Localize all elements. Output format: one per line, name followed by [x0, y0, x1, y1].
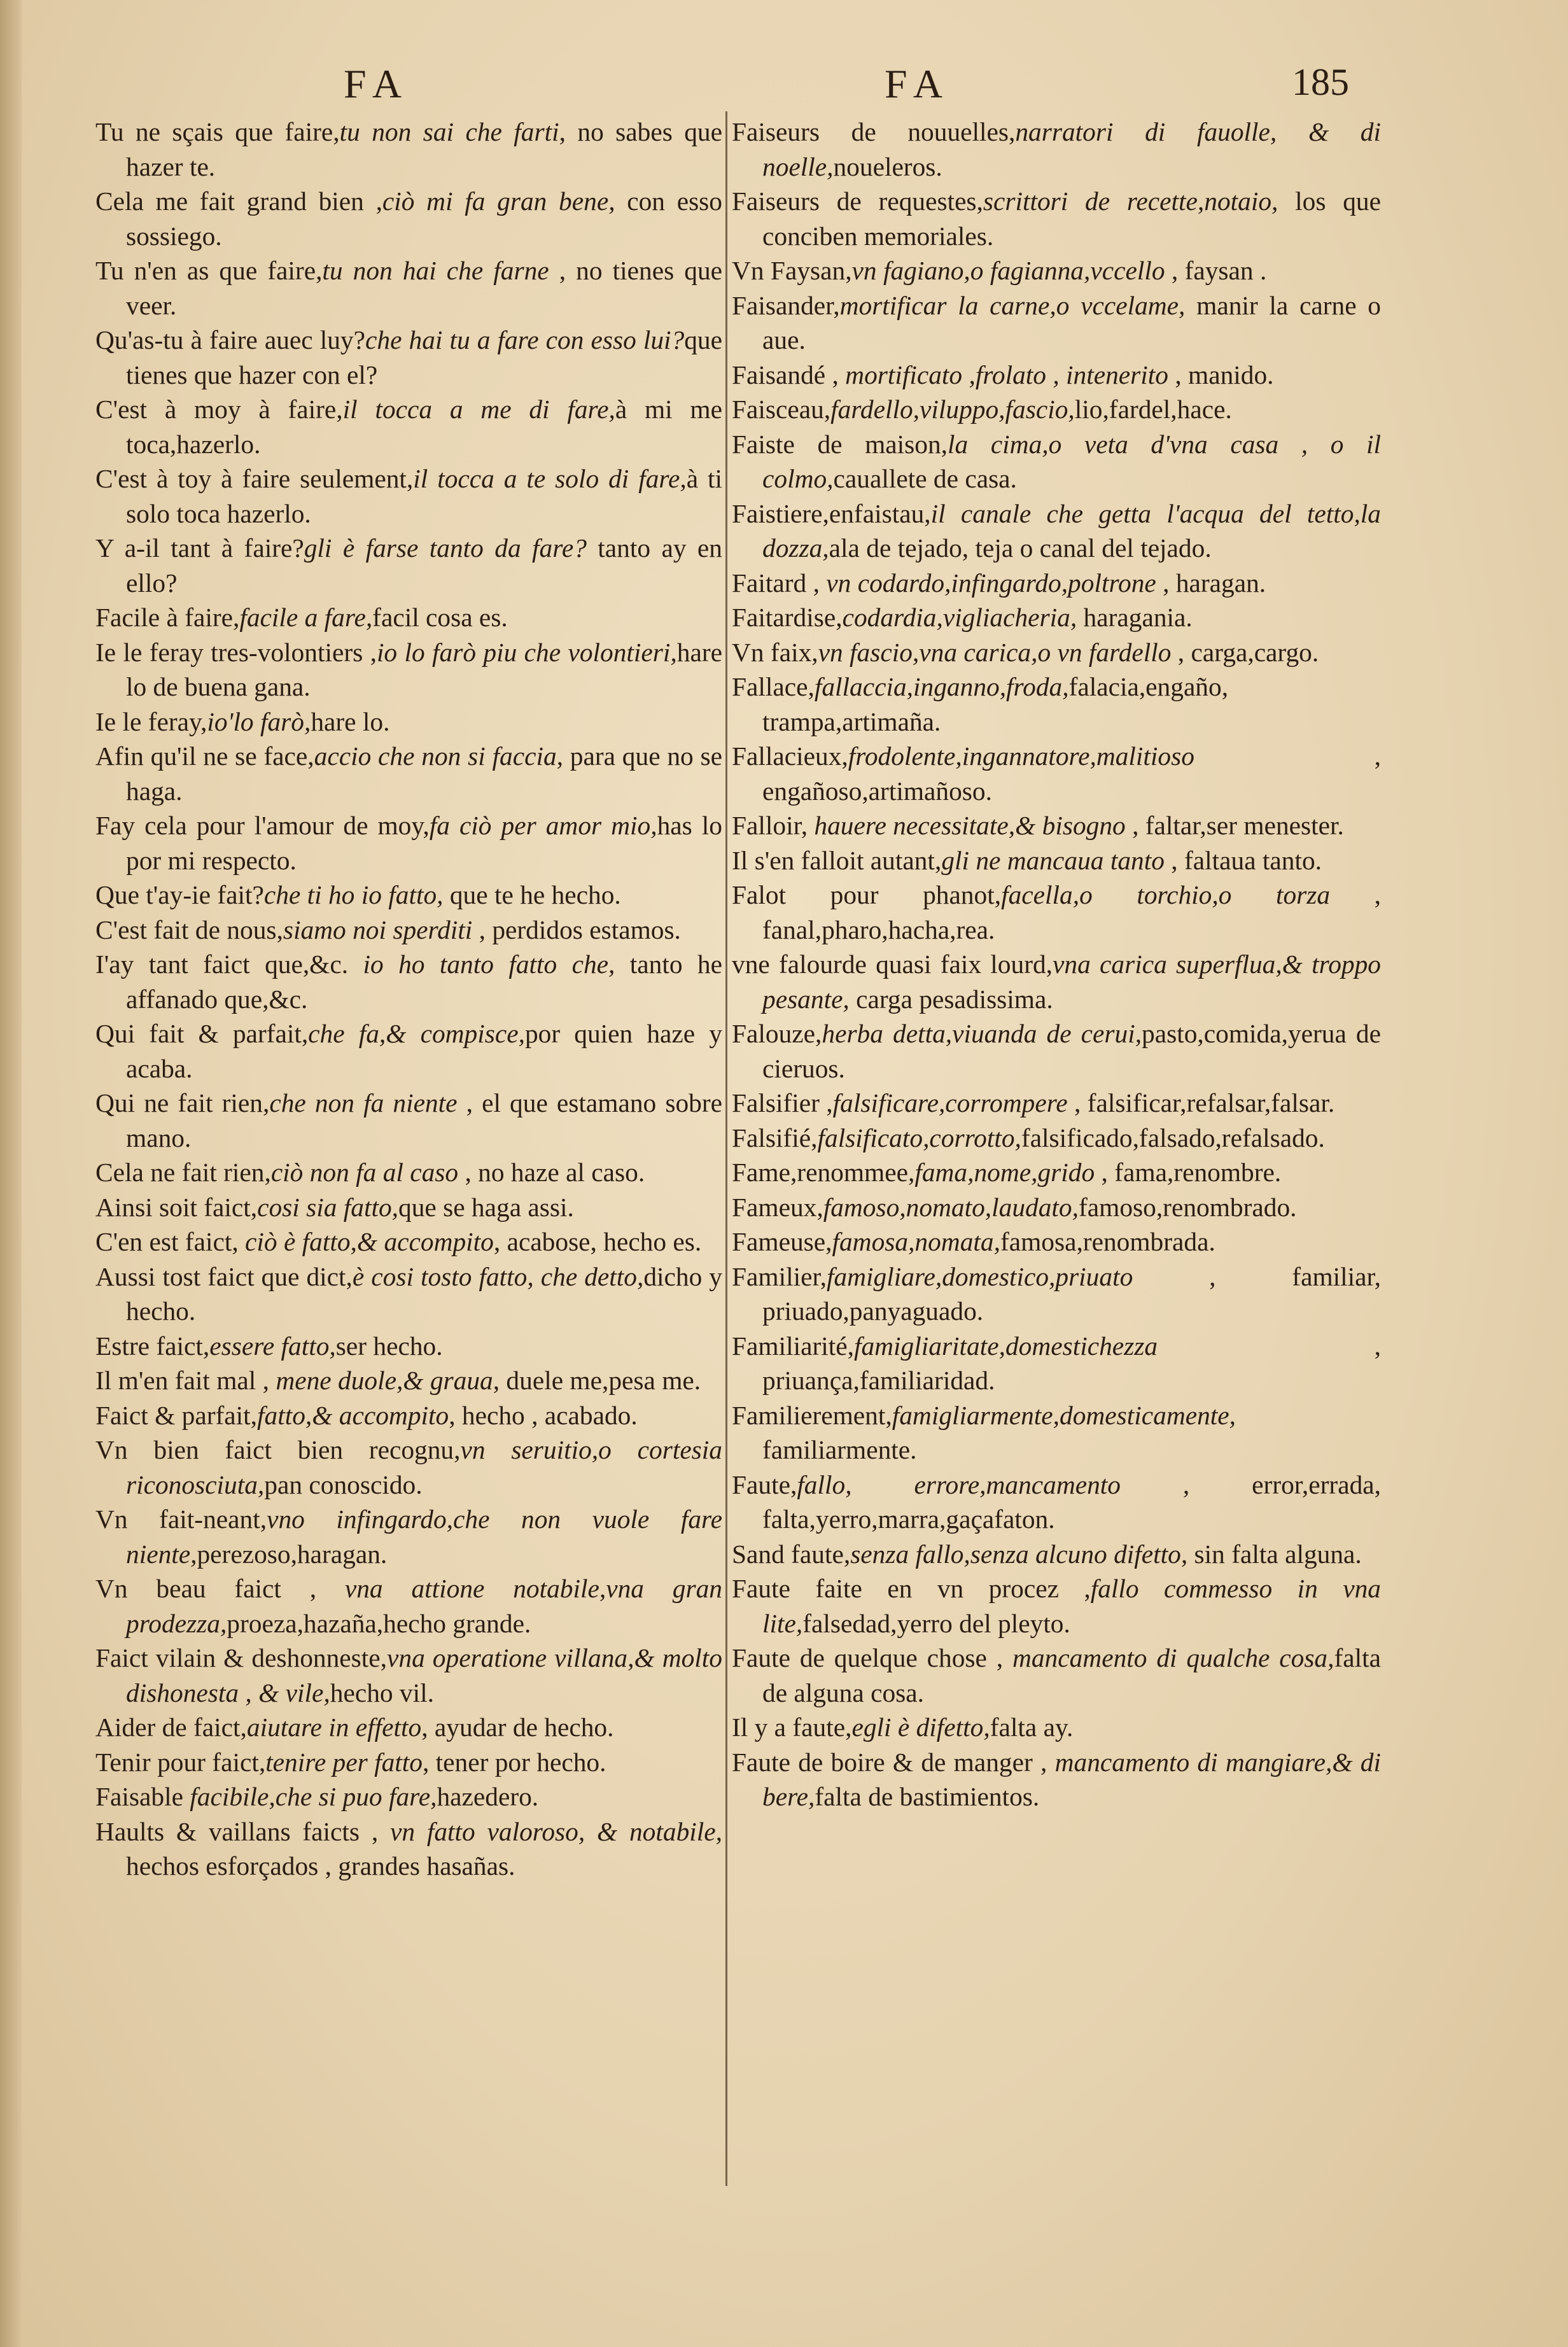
french-term: Falouze,: [732, 1019, 822, 1048]
italian-translation: frodolente,ingannatore,malitioso: [848, 741, 1194, 771]
dictionary-entry: [95, 531, 722, 600]
italian-translation: tu non hai che farne: [322, 256, 549, 285]
dictionary-entry: [732, 669, 1381, 739]
italian-translation: ciò è fatto,& accompito: [238, 1227, 494, 1256]
french-term: Vn faix,: [732, 637, 818, 667]
french-term: Faute de quelque chose ,: [732, 1643, 1004, 1672]
spanish-translation: falta ay.: [990, 1713, 1074, 1742]
italian-translation: famigliaritate,domestichezza: [853, 1331, 1158, 1361]
french-term: Faitardise,: [732, 603, 843, 632]
french-term: Faisandé ,: [732, 360, 839, 389]
french-term: Qui ne fait rien,: [95, 1088, 270, 1117]
page-number: 185: [1292, 61, 1349, 103]
dictionary-entry: [95, 1745, 722, 1780]
french-term: I'ay tant faict que,&c.: [95, 949, 349, 979]
french-term: Faute,: [732, 1469, 797, 1499]
french-term: Vn Faysan,: [732, 256, 852, 285]
italian-translation: il tocca a me di fare,: [342, 395, 615, 424]
spanish-translation: à mi me toca,hazerlo.: [126, 395, 723, 459]
spanish-translation: , faltar,ser menester.: [1125, 811, 1344, 840]
italian-translation: vno infingardo,che non vuole fare niente,: [126, 1504, 722, 1569]
french-term: Faute de boire & de manger ,: [732, 1747, 1047, 1777]
dictionary-entry: [732, 288, 1381, 358]
french-term: Faict & parfait,: [95, 1400, 258, 1430]
spanish-translation: cauallete de casa.: [833, 464, 1017, 493]
italian-translation: fardello,viluppo,fascio,: [830, 395, 1075, 424]
french-term: Ie le feray,: [95, 706, 207, 736]
french-term: Fame,renommee,: [732, 1158, 915, 1187]
french-term: Vn bien faict bien recognu,: [95, 1435, 461, 1464]
spanish-translation: , faysan .: [1165, 256, 1267, 285]
spanish-translation: noueleros.: [833, 151, 942, 181]
dictionary-entry: [732, 1398, 1381, 1468]
dictionary-entry: [95, 1259, 722, 1329]
italian-translation: herba detta,viuanda de cerui,: [822, 1019, 1142, 1048]
spanish-translation: falta de bastimientos.: [815, 1782, 1040, 1811]
left-column: [95, 115, 722, 1884]
italian-translation: vn fascio,vna carica,o vn fardello: [818, 637, 1172, 667]
dictionary-entry: [732, 947, 1381, 1016]
dictionary-entry: [95, 1779, 722, 1814]
french-term: Ainsi soit faict,: [95, 1192, 258, 1222]
italian-translation: famigliare,domestico,priuato: [826, 1261, 1133, 1291]
running-header: [0, 60, 1568, 118]
dictionary-entry: [732, 1121, 1381, 1156]
dictionary-entry: [95, 1502, 722, 1571]
dictionary-entry: [732, 1016, 1381, 1086]
spanish-translation: , no tienes que veer.: [126, 256, 723, 320]
spanish-translation: , familiar, priuado,panyaguado.: [762, 1261, 1381, 1326]
italian-translation: famosa,nomata,: [832, 1227, 1000, 1256]
dictionary-entry: [95, 1190, 722, 1225]
italian-translation: mortificar la carne,o vccelame,: [839, 290, 1186, 320]
italian-translation: vn codardo,infingardo,poltrone: [819, 568, 1156, 598]
spanish-translation: que se haga assi.: [398, 1192, 574, 1222]
french-term: Ie le feray tres-volontiers ,: [95, 637, 377, 667]
french-term: Aider de faict,: [95, 1713, 247, 1742]
italian-translation: vn seruitio,o cortesia riconosciuta,: [126, 1435, 722, 1499]
dictionary-entry: [732, 1468, 1381, 1537]
spanish-translation: por quien haze y acaba.: [126, 1019, 722, 1083]
french-term: Falloir,: [732, 811, 808, 840]
dictionary-entry: [732, 600, 1381, 635]
french-term: Il s'en falloit autant,: [732, 845, 942, 875]
dictionary-entry: [732, 1259, 1381, 1329]
french-term: Faict vilain & deshonneste,: [95, 1643, 387, 1672]
french-term: Falot pour phanot,: [732, 880, 1002, 909]
spanish-translation: proeza,hazaña,hecho grande.: [227, 1608, 531, 1638]
dictionary-entry: [95, 1398, 722, 1433]
italian-translation: vna carica superflua,& troppo pesante,: [762, 949, 1381, 1014]
spanish-translation: , falsificar,refalsar,falsar.: [1067, 1088, 1335, 1117]
dictionary-entry: [732, 808, 1381, 843]
dictionary-entry: [95, 461, 722, 531]
spanish-translation: que te he hecho.: [443, 880, 621, 909]
french-term: Vn fait-neant,: [95, 1504, 267, 1534]
french-term: Fameux,: [732, 1192, 823, 1222]
spanish-translation: falta de alguna cosa.: [762, 1643, 1382, 1707]
dictionary-entry: [95, 808, 722, 878]
french-term: Faiseurs de requestes,: [732, 186, 983, 216]
italian-translation: egli è difetto,: [851, 1713, 990, 1742]
italian-translation: vna attione notabile,vna gran prodezza,: [126, 1574, 722, 1638]
dictionary-entry: [95, 253, 722, 323]
italian-translation: gli ne mancaua tanto: [941, 845, 1165, 875]
italian-translation: fatto,& accompito: [257, 1400, 449, 1430]
spanish-translation: , haragan.: [1156, 568, 1266, 598]
french-term: Qu'as-tu à faire auec luy?: [95, 325, 365, 354]
french-term: C'est à toy à faire seulement,: [95, 464, 414, 493]
italian-translation: narratori di fauolle, & di noelle,: [762, 117, 1381, 181]
spanish-translation: pasto,comida,yerua de cieruos.: [762, 1019, 1381, 1083]
dictionary-entry: [732, 496, 1381, 566]
spanish-translation: , tener por hecho.: [422, 1747, 606, 1777]
dictionary-entry: [95, 739, 722, 808]
french-term: Estre faict,: [95, 1331, 210, 1361]
spanish-translation: tanto ay en ello?: [126, 533, 722, 598]
spanish-translation: famosa,renombrada.: [1000, 1227, 1215, 1256]
italian-translation: vn fatto valoroso, & notabile,: [378, 1816, 722, 1846]
dictionary-entry: [732, 253, 1381, 288]
spanish-translation: hechos esforçados , grandes hasañas.: [126, 1851, 515, 1881]
french-term: Haults & vaillans faicts ,: [95, 1816, 379, 1846]
dictionary-entry: [732, 1155, 1381, 1190]
spanish-translation: , duele me,pesa me.: [493, 1366, 701, 1395]
italian-translation: cosi sia fatto,: [257, 1192, 398, 1222]
spanish-translation: para que no se haga.: [126, 741, 722, 806]
italian-translation: fallo, errore,mancamento: [797, 1469, 1121, 1499]
dictionary-entry: [95, 1641, 722, 1710]
dictionary-entry: [95, 1433, 722, 1502]
italian-translation: è cosi tosto fatto, che detto,: [352, 1261, 644, 1291]
spanish-translation: , engañoso,artimañoso.: [762, 741, 1381, 806]
spanish-translation: , faltaua tanto.: [1164, 845, 1322, 875]
dictionary-entry: [732, 392, 1381, 427]
spanish-translation: , carga,cargo.: [1171, 637, 1319, 667]
dictionary-entry: [732, 739, 1381, 808]
french-term: Aussi tost faict que dict,: [95, 1261, 353, 1291]
italian-translation: siamo noi sperditi: [283, 914, 473, 944]
italian-translation: aiutare in effetto: [246, 1713, 422, 1742]
italian-translation: tenire per fatto: [265, 1747, 423, 1777]
italian-translation: ciò mi fa gran bene,: [382, 186, 615, 216]
dictionary-entry: [732, 635, 1381, 670]
italian-translation: essere fatto,: [209, 1331, 336, 1361]
spanish-translation: dicho y hecho.: [126, 1261, 722, 1326]
dictionary-entry: [732, 1710, 1381, 1745]
spanish-translation: falsificado,falsado,refalsado.: [1021, 1123, 1325, 1152]
italian-translation: facella,o torchio,o torza: [1001, 880, 1331, 909]
italian-translation: hauere necessitate,& bisogno: [808, 811, 1126, 840]
italian-translation: facile a fare,: [239, 603, 373, 632]
italian-translation: la cima,o veta d'vna casa , o il colmo,: [762, 429, 1381, 493]
dictionary-entry: [95, 947, 722, 1016]
dictionary-entry: [732, 1745, 1381, 1814]
french-term: Que t'ay-ie fait?: [95, 880, 264, 909]
french-term: C'est à moy à faire,: [95, 395, 343, 424]
dictionary-entry: [95, 913, 722, 948]
italian-translation: mancamento di qualche cosa,: [1003, 1643, 1334, 1672]
spanish-translation: lio,fardel,hace.: [1074, 395, 1232, 424]
dictionary-entry: [732, 1571, 1381, 1641]
french-term: Fallace,: [732, 672, 815, 701]
dictionary-entry: [95, 323, 722, 392]
italian-translation: famoso,nomato,laudato,: [823, 1192, 1079, 1222]
italian-translation: gli è farse tanto da fare?: [304, 533, 587, 563]
page-binding-edge: [0, 0, 22, 2347]
dictionary-entry: [95, 1571, 722, 1641]
dictionary-entry: [95, 1016, 722, 1086]
french-term: Qui fait & parfait,: [95, 1019, 309, 1048]
dictionary-entry: [95, 1155, 722, 1190]
dictionary-entry: [95, 1814, 722, 1884]
italian-translation: fallaccia,inganno,froda,: [814, 672, 1069, 701]
dictionary-entry: [732, 358, 1381, 393]
italian-translation: vna operatione villana,& molto dishonesta , & vile,: [126, 1643, 722, 1707]
dictionary-entry: [732, 184, 1381, 253]
french-term: Familiarité,: [732, 1331, 854, 1361]
italian-translation: che non fa niente: [269, 1088, 458, 1117]
french-term: C'en est faict,: [95, 1227, 239, 1256]
italian-translation: il canale che getta l'acqua del tetto,la dozza,: [762, 498, 1381, 563]
french-term: Tenir pour faict,: [95, 1747, 266, 1777]
spanish-translation: tanto he affanado que,&c.: [126, 949, 722, 1014]
french-term: Tu n'en as que faire,: [95, 256, 323, 285]
italian-translation: io ho tanto fatto che,: [348, 949, 615, 979]
italian-translation: accio che non si faccia,: [314, 741, 564, 771]
dictionary-entry: [95, 184, 722, 253]
french-term: Familier,: [732, 1261, 827, 1291]
spanish-translation: , error,errada, falta,yerro,marra,gaçafaton.: [762, 1469, 1381, 1534]
header-left: FA: [344, 61, 411, 106]
french-term: Faiseurs de nouuelles,: [732, 117, 1016, 146]
spanish-translation: facil cosa es.: [372, 603, 508, 632]
dictionary-entry: [732, 878, 1381, 947]
dictionary-entry: [95, 115, 722, 184]
spanish-translation: , priuança,familiaridad.: [762, 1331, 1381, 1395]
french-term: Faitard ,: [732, 568, 820, 598]
italian-translation: che hai tu a fare con esso lui?: [365, 325, 685, 354]
dictionary-entry: [95, 1329, 722, 1364]
dictionary-entry: [732, 843, 1381, 878]
dictionary-entry: [95, 1224, 722, 1259]
spanish-translation: los que conciben memoriales.: [762, 186, 1381, 251]
italian-translation: falsificato,corrotto,: [817, 1123, 1021, 1152]
french-term: Faisceau,: [732, 395, 831, 424]
french-term: Facile à faire,: [95, 603, 240, 632]
italian-translation: vn fagiano,o fagianna,vccello: [851, 256, 1165, 285]
italian-translation: senza fallo,senza alcuno difetto,: [850, 1539, 1188, 1569]
spanish-translation: hecho vil.: [330, 1678, 434, 1707]
spanish-translation: , el que estamano sobre mano.: [126, 1088, 722, 1152]
spanish-translation: , no sabes que hazer te.: [126, 117, 723, 181]
spanish-translation: , manido.: [1168, 360, 1274, 389]
italian-translation: fama,nome,grido: [914, 1158, 1095, 1187]
italian-translation: falsificare,corrompere: [832, 1088, 1068, 1117]
spanish-translation: , ayudar de hecho.: [421, 1713, 614, 1742]
french-term: Familierement,: [732, 1400, 892, 1430]
spanish-translation: carga pesadissima.: [849, 984, 1053, 1014]
spanish-translation: , acabose, hecho es.: [493, 1227, 702, 1256]
italian-translation: fallo commesso in vna lite,: [762, 1574, 1381, 1638]
french-term: Vn beau faict ,: [95, 1574, 317, 1603]
dictionary-entry: [732, 427, 1381, 496]
spanish-translation: ser hecho.: [335, 1331, 443, 1361]
spanish-translation: famoso,renombrado.: [1078, 1192, 1297, 1222]
italian-translation: io'lo farò,: [207, 706, 311, 736]
spanish-translation: à ti solo toca hazerlo.: [126, 464, 722, 528]
french-term: Sand faute,: [732, 1539, 851, 1569]
french-term: Il y a faute,: [732, 1713, 852, 1742]
french-term: Fameuse,: [732, 1227, 832, 1256]
dictionary-entry: [732, 1537, 1381, 1572]
italian-translation: mancamento di mangiare,& di bere,: [762, 1747, 1381, 1811]
column-divider: [725, 111, 727, 2186]
dictionary-entry: [732, 1190, 1381, 1225]
dictionary-entry: [732, 566, 1381, 601]
italian-translation: tu non sai che farti: [339, 117, 559, 146]
french-term: Faute faite en vn procez ,: [732, 1574, 1091, 1603]
dictionary-entry: [95, 1086, 722, 1155]
spanish-translation: falsedad,yerro del pleyto.: [802, 1608, 1070, 1638]
spanish-translation: , fanal,pharo,hacha,rea.: [762, 880, 1381, 944]
italian-translation: codardia,vigliacheria,: [842, 603, 1077, 632]
french-term: Falsifier ,: [732, 1088, 833, 1117]
french-term: Cela ne fait rien,: [95, 1158, 271, 1187]
spanish-translation: con esso sossiego.: [126, 186, 722, 251]
french-term: Faisander,: [732, 290, 840, 320]
dictionary-entry: [732, 115, 1381, 184]
spanish-translation: que tienes que hazer con el?: [126, 325, 722, 389]
spanish-translation: perezoso,haragan.: [197, 1539, 388, 1569]
italian-translation: che fa,& compisce,: [308, 1019, 525, 1048]
dictionary-entry: [95, 635, 722, 704]
french-term: Fallacieux,: [732, 741, 848, 771]
italian-translation: mene duole,& graua: [269, 1366, 493, 1395]
dictionary-entry: [95, 878, 722, 913]
french-term: Faistiere,enfaistau,: [732, 498, 931, 528]
spanish-translation: familiarmente.: [762, 1435, 917, 1464]
right-column: [732, 115, 1381, 1814]
dictionary-entry: [95, 392, 722, 461]
spanish-translation: , hecho , acabado.: [449, 1400, 638, 1430]
french-term: Y a-il tant à faire?: [95, 533, 304, 563]
french-term: C'est fait de nous,: [95, 914, 283, 944]
spanish-translation: manir la carne o aue.: [762, 290, 1381, 354]
french-term: Faisable: [95, 1782, 190, 1811]
dictionary-entry: [732, 1086, 1381, 1121]
italian-translation: ciò non fa al caso: [270, 1158, 459, 1187]
italian-translation: facibile,che si puo fare,: [190, 1782, 437, 1811]
spanish-translation: ala de tejado, teja o canal del tejado.: [829, 533, 1212, 563]
dictionary-entry: [732, 1224, 1381, 1259]
spanish-translation: hazedero.: [437, 1782, 539, 1811]
spanish-translation: , perdidos estamos.: [472, 914, 681, 944]
italian-translation: che ti ho io fatto,: [263, 880, 444, 909]
spanish-translation: sin falta alguna.: [1187, 1539, 1362, 1569]
dictionary-entry: [95, 1710, 722, 1745]
dictionary-entry: [95, 600, 722, 635]
italian-translation: il tocca a te solo di fare,: [413, 464, 687, 493]
french-term: Cela me fait grand bien ,: [95, 186, 382, 216]
dictionary-entry: [732, 1641, 1381, 1710]
dictionary-entry: [732, 1329, 1381, 1398]
italian-translation: mortificato ,frolato , intenerito: [838, 360, 1168, 389]
french-term: Afin qu'il ne se face,: [95, 741, 314, 771]
spanish-translation: has lo por mi respecto.: [126, 811, 722, 875]
spanish-translation: hare lo de buena gana.: [126, 637, 722, 701]
spanish-translation: , fama,renombre.: [1095, 1158, 1282, 1187]
italian-translation: io lo farò piu che volontieri,: [376, 637, 677, 667]
dictionary-entry: [95, 1363, 722, 1398]
dictionary-entry: [95, 704, 722, 739]
italian-translation: famigliarmente,domesticamente,: [892, 1400, 1236, 1430]
french-term: vne falourde quasi faix lourd,: [732, 949, 1053, 979]
spanish-translation: , no haze al caso.: [458, 1158, 645, 1187]
french-term: Tu ne sçais que faire,: [95, 117, 340, 146]
french-term: Faiste de maison,: [732, 429, 948, 459]
italian-translation: fa ciò per amor mio,: [429, 811, 657, 840]
french-term: Il m'en fait mal ,: [95, 1366, 269, 1395]
french-term: Fay cela pour l'amour de moy,: [95, 811, 430, 840]
spanish-translation: falacia,engaño, trampa,artimaña.: [762, 672, 1229, 736]
header-right: FA: [885, 61, 952, 106]
french-term: Falsifié,: [732, 1123, 818, 1152]
spanish-translation: hare lo.: [311, 706, 390, 736]
spanish-translation: pan conoscido.: [264, 1469, 423, 1499]
italian-translation: scrittori de recette,notaio,: [983, 186, 1278, 216]
spanish-translation: haragania.: [1077, 603, 1193, 632]
